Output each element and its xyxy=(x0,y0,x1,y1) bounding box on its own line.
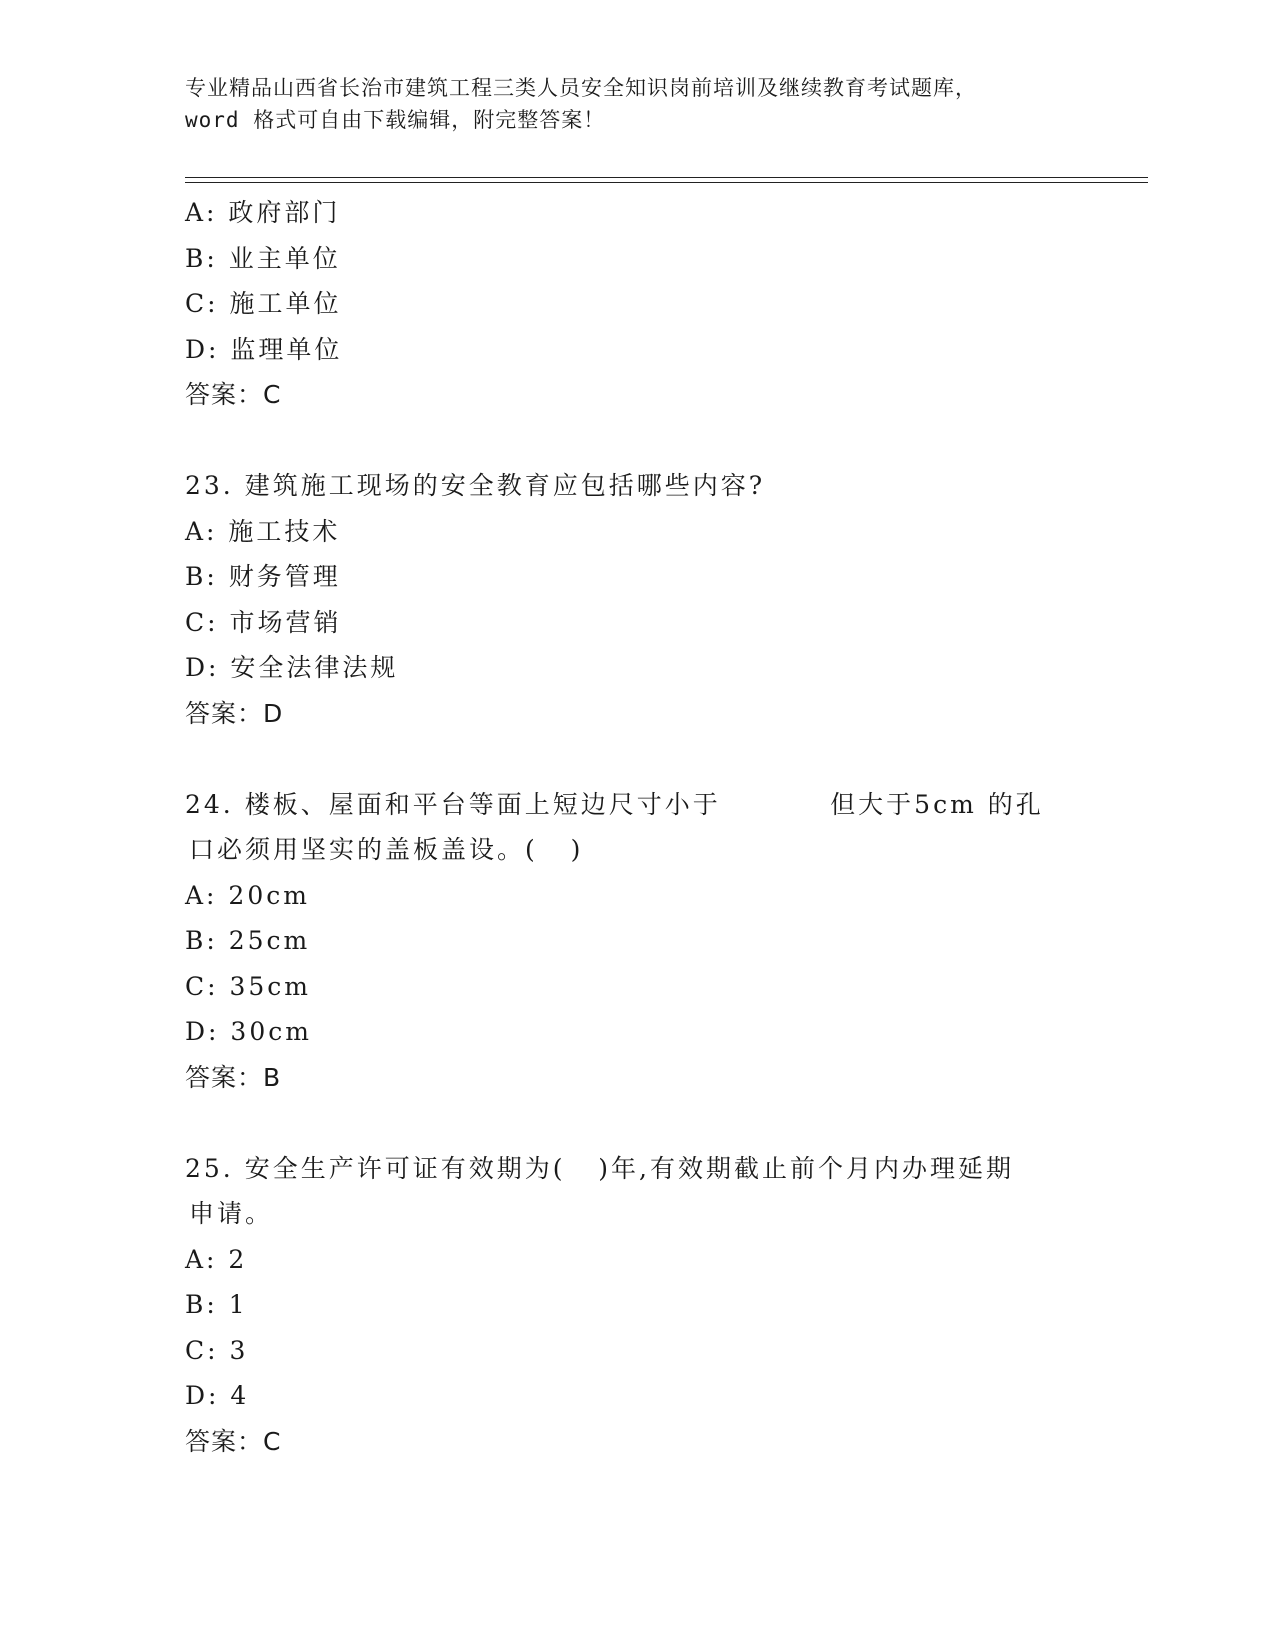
option-b: B: 1 xyxy=(185,1290,248,1319)
spacer xyxy=(185,418,1085,464)
option-b: B: 财务管理 xyxy=(185,562,341,591)
option-d: D: 30cm xyxy=(185,1017,312,1046)
spacer xyxy=(185,736,1085,782)
answer: 答案：D xyxy=(185,698,284,728)
option-c: C: 市场营销 xyxy=(185,607,342,637)
option-b: B: 25cm xyxy=(185,926,311,955)
question-stem: 23. 建筑施工现场的安全教育应包括哪些内容? xyxy=(185,471,766,500)
spacer xyxy=(185,1100,1085,1146)
option-b: B: 业主单位 xyxy=(185,243,341,273)
document-header xyxy=(185,72,1085,136)
option-c: C: 施工单位 xyxy=(185,289,342,318)
question-stem-line-1: 24. 楼板、屋面和平台等面上短边尺寸小于 但大于5cm 的孔 xyxy=(185,789,1044,819)
option-a: A: 20cm xyxy=(185,880,310,910)
question-stem-line-2: 申请。 xyxy=(189,1199,274,1228)
header-divider-top xyxy=(185,177,1148,178)
option-a: A: 政府部门 xyxy=(185,198,341,227)
header-title-line-2: word 格式可自由下载编辑，附完整答案！ xyxy=(185,108,606,132)
question-24 xyxy=(185,782,1085,1101)
question-25 xyxy=(185,1146,1085,1465)
question-stem-line-1: 25. 安全生产许可证有效期为( )年,有效期截止前个月内办理延期 xyxy=(185,1153,1015,1183)
answer: 答案：B xyxy=(185,1062,282,1092)
question-stem-line-2: 口必须用坚实的盖板盖设。( ) xyxy=(189,835,584,864)
question-22 xyxy=(185,190,1085,418)
answer: 答案：C xyxy=(185,1426,282,1456)
option-d: D: 安全法律法规 xyxy=(185,653,399,682)
answer: 答案：C xyxy=(185,380,282,409)
option-c: C: 3 xyxy=(185,1335,249,1365)
option-a: A: 施工技术 xyxy=(185,516,341,546)
option-d: D: 4 xyxy=(185,1381,250,1410)
option-d: D: 监理单位 xyxy=(185,334,343,364)
option-c: C: 35cm xyxy=(185,971,312,1001)
header-divider-bottom xyxy=(185,182,1148,183)
option-a: A: 2 xyxy=(185,1244,248,1274)
question-list xyxy=(185,190,1085,1464)
question-23 xyxy=(185,463,1085,736)
header-title-line-1: 专业精品山西省长治市建筑工程三类人员安全知识岗前培训及继续教育考试题库， xyxy=(185,76,977,100)
